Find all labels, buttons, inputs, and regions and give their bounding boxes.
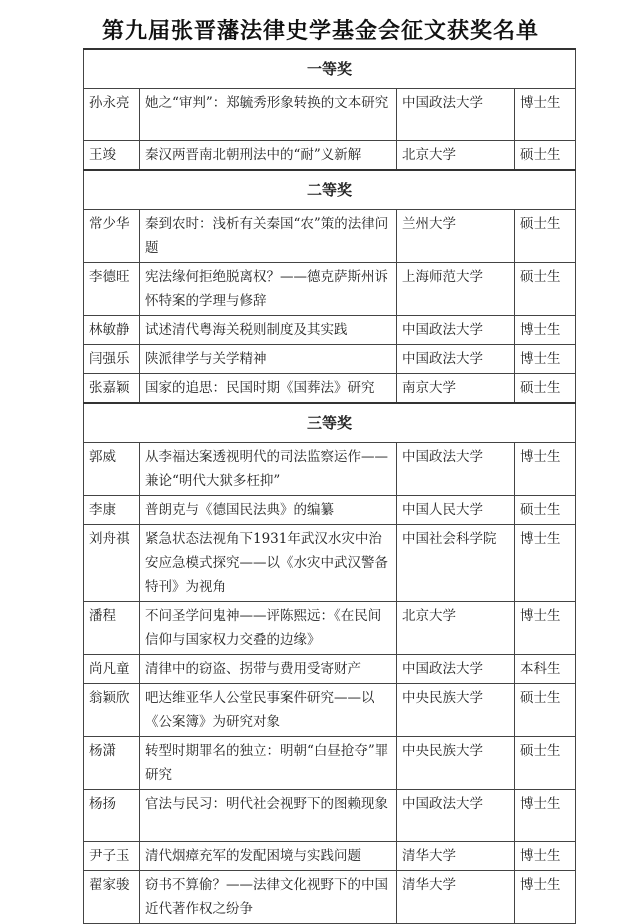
cell-paper: 秦到农时：浅析有关秦国“农”策的法律问题 [140, 210, 397, 263]
cell-school: 北京大学 [397, 602, 515, 655]
cell-paper: 吧达维亚华人公堂民事案件研究——以《公案簿》为研究对象 [140, 684, 397, 737]
cell-school: 清华大学 [397, 842, 515, 871]
cell-school: 中国政法大学 [397, 443, 515, 496]
cell-paper: 紧急状态法视角下1931年武汉水灾中治安应急模式探究——以《水灾中武汉警备特刊》为视角 [140, 525, 397, 602]
cell-paper: 宪法缘何拒绝脱离权？——德克萨斯州诉怀特案的学理与修辞 [140, 263, 397, 316]
cell-paper: 普朗克与《德国民法典》的编纂 [140, 496, 397, 525]
cell-degree: 博士生 [515, 345, 576, 374]
cell-paper: 秦汉两晋南北朝刑法中的“耐”义新解 [140, 141, 397, 171]
cell-degree: 博士生 [515, 790, 576, 842]
cell-degree: 硕士生 [515, 737, 576, 790]
cell-name: 闫强乐 [84, 345, 140, 374]
section-label: 一等奖 [84, 49, 576, 89]
table-row [84, 655, 576, 684]
cell-name: 张嘉颖 [84, 374, 140, 404]
table-row [84, 496, 576, 525]
section-header-row [84, 49, 576, 89]
cell-degree: 本科生 [515, 655, 576, 684]
cell-school: 中国政法大学 [397, 89, 515, 141]
table-row [84, 443, 576, 496]
cell-paper: 国家的追思：民国时期《国葬法》研究 [140, 374, 397, 404]
table-row [84, 790, 576, 842]
section-header-row [84, 170, 576, 210]
table-row [84, 141, 576, 171]
page-title: 第九届张晋藩法律史学基金会征文获奖名单 [101, 19, 539, 44]
cell-name: 常少华 [84, 210, 140, 263]
cell-name: 刘舟祺 [84, 525, 140, 602]
table-row [84, 871, 576, 924]
cell-school: 中国人民大学 [397, 496, 515, 525]
table-row [84, 684, 576, 737]
cell-name: 杨扬 [84, 790, 140, 842]
cell-name: 尚凡童 [84, 655, 140, 684]
cell-name: 林敏静 [84, 316, 140, 345]
cell-paper: 从李福达案透视明代的司法监察运作——兼论“明代大狱多枉抑” [140, 443, 397, 496]
table-row [84, 345, 576, 374]
cell-paper: 官法与民习：明代社会视野下的图赖现象 [140, 790, 397, 842]
cell-name: 杨潇 [84, 737, 140, 790]
cell-name: 孙永亮 [84, 89, 140, 141]
cell-paper: 清律中的窃盗、拐带与费用受寄财产 [140, 655, 397, 684]
cell-paper: 陕派律学与关学精神 [140, 345, 397, 374]
cell-school: 中国政法大学 [397, 345, 515, 374]
cell-paper: 她之“审判”：郑毓秀形象转换的文本研究 [140, 89, 397, 141]
cell-name: 王竣 [84, 141, 140, 171]
cell-paper: 转型时期罪名的独立：明朝“白昼抢夺”罪研究 [140, 737, 397, 790]
cell-school: 兰州大学 [397, 210, 515, 263]
section-label: 二等奖 [84, 170, 576, 210]
cell-school: 南京大学 [397, 374, 515, 404]
award-list-table [83, 48, 576, 924]
table-row [84, 263, 576, 316]
cell-paper: 试述清代粤海关税则制度及其实践 [140, 316, 397, 345]
cell-school: 上海师范大学 [397, 263, 515, 316]
cell-paper: 窃书不算偷？——法律文化视野下的中国近代著作权之纷争 [140, 871, 397, 924]
table-row [84, 316, 576, 345]
cell-degree: 硕士生 [515, 684, 576, 737]
cell-paper: 清代烟瘴充军的发配困境与实践问题 [140, 842, 397, 871]
cell-degree: 硕士生 [515, 374, 576, 404]
cell-name: 李德旺 [84, 263, 140, 316]
cell-school: 北京大学 [397, 141, 515, 171]
cell-school: 中国政法大学 [397, 316, 515, 345]
table-row [84, 525, 576, 602]
cell-school: 清华大学 [397, 871, 515, 924]
cell-school: 中国社会科学院 [397, 525, 515, 602]
cell-degree: 硕士生 [515, 263, 576, 316]
cell-degree: 博士生 [515, 871, 576, 924]
cell-name: 尹子玉 [84, 842, 140, 871]
cell-name: 潘程 [84, 602, 140, 655]
section-header-row [84, 403, 576, 443]
cell-degree: 博士生 [515, 842, 576, 871]
cell-name: 郭威 [84, 443, 140, 496]
cell-name: 李康 [84, 496, 140, 525]
cell-degree: 硕士生 [515, 496, 576, 525]
table-row [84, 602, 576, 655]
cell-name: 翁颖欣 [84, 684, 140, 737]
cell-school: 中国政法大学 [397, 655, 515, 684]
cell-school: 中央民族大学 [397, 684, 515, 737]
cell-school: 中国政法大学 [397, 790, 515, 842]
cell-degree: 博士生 [515, 316, 576, 345]
cell-school: 中央民族大学 [397, 737, 515, 790]
cell-degree: 博士生 [515, 525, 576, 602]
table-row [84, 842, 576, 871]
table-row [84, 89, 576, 141]
table-row [84, 737, 576, 790]
table-row [84, 374, 576, 404]
cell-degree: 博士生 [515, 602, 576, 655]
cell-degree: 博士生 [515, 443, 576, 496]
cell-name: 翟家骏 [84, 871, 140, 924]
cell-degree: 博士生 [515, 89, 576, 141]
cell-degree: 硕士生 [515, 141, 576, 171]
section-label: 三等奖 [84, 403, 576, 443]
cell-paper: 不问圣学问鬼神——评陈熙远：《在民间信仰与国家权力交叠的边缘》 [140, 602, 397, 655]
table-row [84, 210, 576, 263]
cell-degree: 硕士生 [515, 210, 576, 263]
